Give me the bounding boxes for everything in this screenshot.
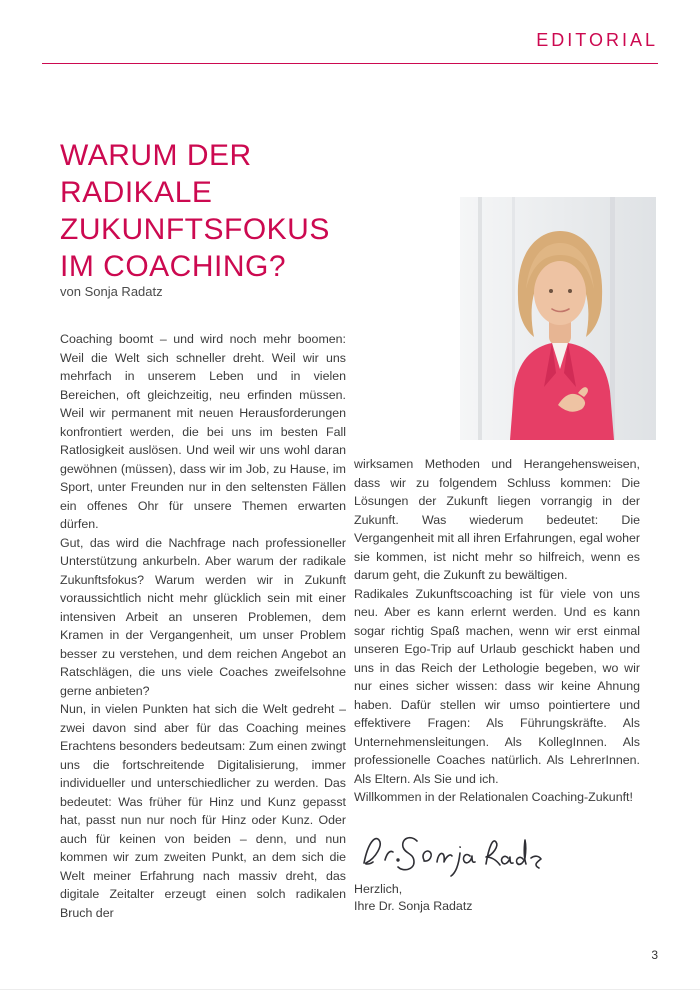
title-line: IM COACHING? — [60, 250, 287, 283]
page-number: 3 — [651, 948, 658, 962]
closing-line: Herzlich, — [354, 881, 403, 896]
right-column — [354, 455, 640, 915]
page-bottom-edge — [0, 989, 700, 990]
closing-lines — [354, 881, 640, 915]
paragraph: Radikales Zukunftscoaching ist für viele von uns neu. Aber es kann erlernt werden. Und es kann sogar richtig Spaß machen, wenn wir erst einmal unseren Ego-Trip auf Urlaub geschickt haben und uns in das Reich der Lethologie begeben, wo wir nur eines sicher wissen: dass wir keine Ahnung haben. Dafür stellen wir umso pointiertere und effektivere Fragen: Als Führungskräfte. Als Unternehmensleitungen. Als KollegInnen. Als professionelle Coaches natürlich. Als LehrerInnen. Als Eltern. Als Sie und ich. — [354, 586, 640, 786]
paragraph: Coaching boomt – und wird noch mehr boomen: Weil die Welt sich schneller dreht. Weil wir uns mehrfach in unserem Leben und in vielen Bereichen, oft gleichzeitig, neu erfinden müssen. Weil wir permanent mit neuen Herausforderungen konfrontiert werden, die bei uns im besten Fall Ratlosigkeit auslösen. Und weil wir uns wohl daran gewöhnen (müssen), dass wir im Job, zu Hause, im Sport, unter Freunden nur in den seltensten Fällen ein offenes Ohr für unsere Themen erwarten dürfen. — [60, 332, 346, 531]
author-photo — [460, 197, 656, 440]
paragraph: Willkommen in der Relationalen Coaching-Zukunft! — [354, 790, 633, 804]
byline: von Sonja Radatz — [60, 284, 163, 299]
author-photo-illustration — [460, 197, 656, 440]
header-divider — [42, 63, 658, 64]
paragraph: Gut, das wird die Nachfrage nach professioneller Unterstützung ankurbeln. Aber warum der radikale Zukunftsfokus? Warum werden wir in Zukunft voraussichtlich nicht mehr glücklich sein mit einer intensiven Arbeit an unseren Problemen, dem Kramen in der Vergangenheit, um unser Problem besser zu verstehen, und dem reichen Angebot an Ratschlägen, die uns viele Coaches zweifelsohne gerne anbieten? — [60, 535, 346, 698]
title-line: RADIKALE — [60, 176, 213, 209]
left-column — [60, 330, 346, 922]
signature-scribble — [354, 823, 544, 881]
title-line: ZUKUNFTSFOKUS — [60, 213, 330, 246]
section-label: EDITORIAL — [536, 30, 658, 50]
article-title — [60, 137, 330, 285]
closing-line: Ihre Dr. Sonja Radatz — [354, 898, 473, 913]
title-line: WARUM DER — [60, 139, 252, 172]
paragraph: wirksamen Methoden und Herangehensweisen, dass wir zu folgendem Schluss kommen: Die Lösungen der Zukunft liegen vorrangig in der Zukunft. Was wiederum bedeutet: Die Vergangenheit mit all ihren Erfahrungen, egal woher sie kommen, ist nicht mehr so hilfreich, wenn es darum geht, die Zukunft zu bewältigen. — [354, 457, 640, 582]
paragraph: Nun, in vielen Punkten hat sich die Welt gedreht – zwei davon sind aber für das Coaching meines Erachtens besonders bedeutsam: Zum einen zwingt uns die fortschreitende Digitalisierung, immer individueller und unterschiedlicher zu werden. Das bedeutet: Was früher für Hinz und Kunz gepasst hat, passt nun nur noch für Hinz oder Kunz. Oder auch für keinen von beiden – denn, und nun kommen wir zum zweiten Punkt, an dem sich die Welt meiner Erfahrung nach massiv dreht, das digitale Zeitalter erzeugt einen solch radikalen Bruch der — [60, 702, 346, 920]
signature-image — [354, 823, 640, 881]
